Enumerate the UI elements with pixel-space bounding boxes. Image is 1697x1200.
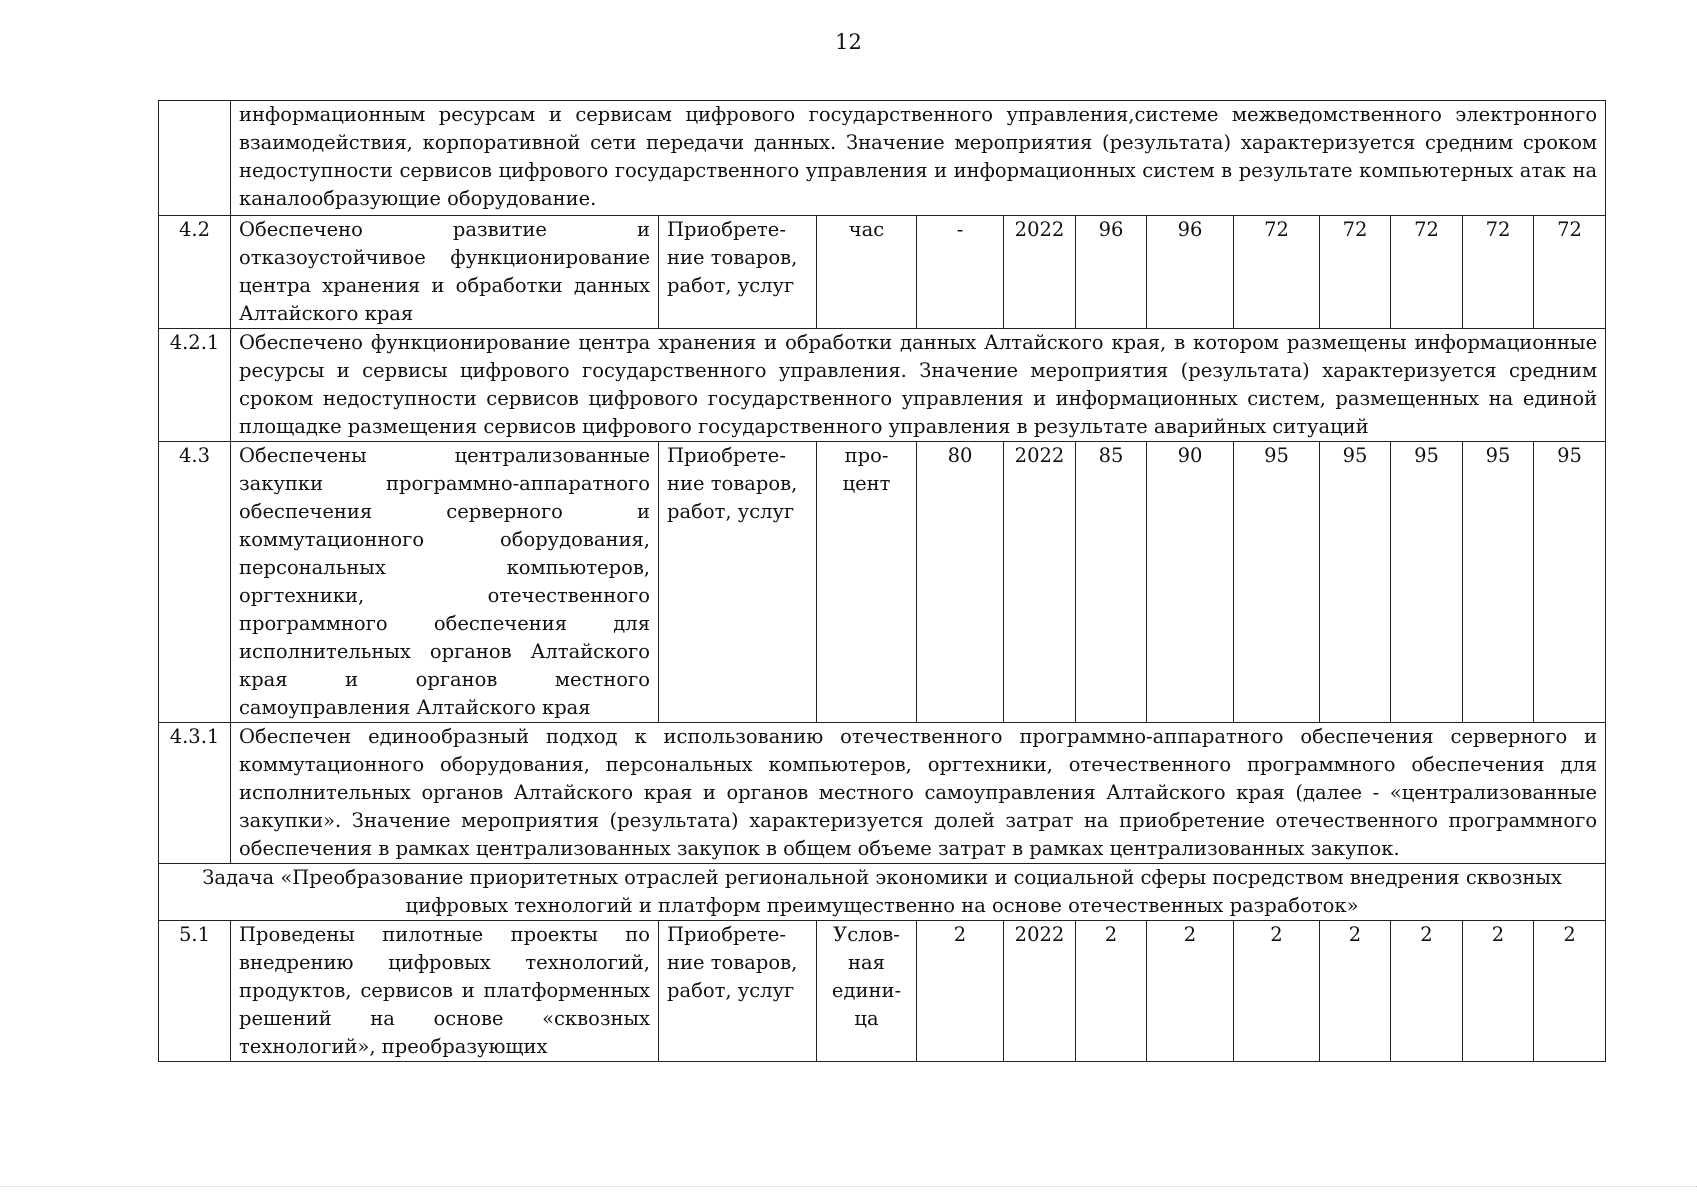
value-cell: 2 xyxy=(1320,921,1391,1062)
base-value: 80 xyxy=(917,442,1004,723)
row-number: 4.3 xyxy=(159,442,231,723)
base-value: - xyxy=(917,216,1004,329)
unit-of-measure: Услов-ная едини-ца xyxy=(817,921,917,1062)
unit-of-measure: час xyxy=(817,216,917,329)
value-cell: 2 xyxy=(1234,921,1320,1062)
value-cell: 2 xyxy=(1147,921,1234,1062)
unit-of-measure: про-цент xyxy=(817,442,917,723)
base-year: 2022 xyxy=(1004,442,1076,723)
value-cell: 90 xyxy=(1147,442,1234,723)
row-number: 4.2 xyxy=(159,216,231,329)
indicator-name: Обеспечено развитие и отказоустойчивое функционирование центра хранения и обработки данных Алтайского края xyxy=(231,216,659,329)
table-row xyxy=(159,442,1606,723)
base-year: 2022 xyxy=(1004,216,1076,329)
value-cell: 72 xyxy=(1320,216,1391,329)
value-cell: 95 xyxy=(1463,442,1534,723)
base-value: 2 xyxy=(917,921,1004,1062)
result-description: Обеспечено функционирование центра хранения и обработки данных Алтайского края, в котором размещены информационные ресурсы и сервисы цифрового государственного управления. Значение мероприятия (результата) характеризуется средним сроком недоступности сервисов цифрового государственного управления и информационных систем, размещенных на единой площадке размещения сервисов цифрового государственного управления в результате аварийных ситуаций xyxy=(231,329,1606,442)
indicators-table xyxy=(158,100,1606,1062)
row-number: 5.1 xyxy=(159,921,231,1062)
table-row xyxy=(159,101,1606,216)
row-number: 4.3.1 xyxy=(159,723,231,864)
result-description: Обеспечен единообразный подход к использованию отечественного программно-аппаратного обеспечения серверного и коммутационного оборудования, персональных компьютеров, оргтехники, отечественного программного обеспечения для исполнительных органов Алтайского края и органов местного самоуправления Алтайского края (далее - «централизованные закупки». Значение мероприятия (результата) характеризуется долей затрат на приобретение отечественного программного обеспечения в рамках централизованных закупок в общем объеме затрат в рамках централизованных закупок. xyxy=(231,723,1606,864)
value-cell: 96 xyxy=(1076,216,1147,329)
value-cell: 95 xyxy=(1320,442,1391,723)
value-cell: 2 xyxy=(1076,921,1147,1062)
value-cell: 95 xyxy=(1234,442,1320,723)
value-cell: 2 xyxy=(1463,921,1534,1062)
table-row xyxy=(159,864,1606,921)
indicator-name: Обеспечены централизованные закупки программно-аппаратного обеспечения серверного и коммутационного оборудования, персональных компьютеров, оргтехники, отечественного программного обеспечения для исполнительных органов Алтайского края и органов местного самоуправления Алтайского края xyxy=(231,442,659,723)
table-row xyxy=(159,216,1606,329)
value-cell: 95 xyxy=(1534,442,1606,723)
page-number: 12 xyxy=(835,30,862,54)
row-number xyxy=(159,101,231,216)
result-type: Приобрете-ние товаров, работ, услуг xyxy=(659,442,817,723)
result-type: Приобрете-ние товаров, работ, услуг xyxy=(659,216,817,329)
row-number: 4.2.1 xyxy=(159,329,231,442)
table-row xyxy=(159,921,1606,1062)
table-row xyxy=(159,329,1606,442)
task-heading: Задача «Преобразование приоритетных отраслей региональной экономики и социальной сферы посредством внедрения сквозных цифровых технологий и платформ преимущественно на основе отечественных разработок» xyxy=(159,864,1606,921)
value-cell: 72 xyxy=(1391,216,1463,329)
value-cell: 96 xyxy=(1147,216,1234,329)
result-description: информационным ресурсам и сервисам цифрового государственного управления,системе межведомственного электронного взаимодействия, корпоративной сети передачи данных. Значение мероприятия (результата) характеризуется средним сроком недоступности сервисов цифрового государственного управления и информационных систем в результате компьютерных атак на каналообразующие оборудование. xyxy=(231,101,1606,216)
base-year: 2022 xyxy=(1004,921,1076,1062)
value-cell: 2 xyxy=(1391,921,1463,1062)
value-cell: 72 xyxy=(1463,216,1534,329)
result-type: Приобрете-ние товаров, работ, услуг xyxy=(659,921,817,1062)
value-cell: 2 xyxy=(1534,921,1606,1062)
value-cell: 72 xyxy=(1534,216,1606,329)
value-cell: 72 xyxy=(1234,216,1320,329)
value-cell: 95 xyxy=(1391,442,1463,723)
scan-edge-divider xyxy=(0,1186,1697,1187)
indicator-name: Проведены пилотные проекты по внедрению цифровых технологий, продуктов, сервисов и платформенных решений на основе «сквозных технологий», преобразующих xyxy=(231,921,659,1062)
table-row xyxy=(159,723,1606,864)
value-cell: 85 xyxy=(1076,442,1147,723)
